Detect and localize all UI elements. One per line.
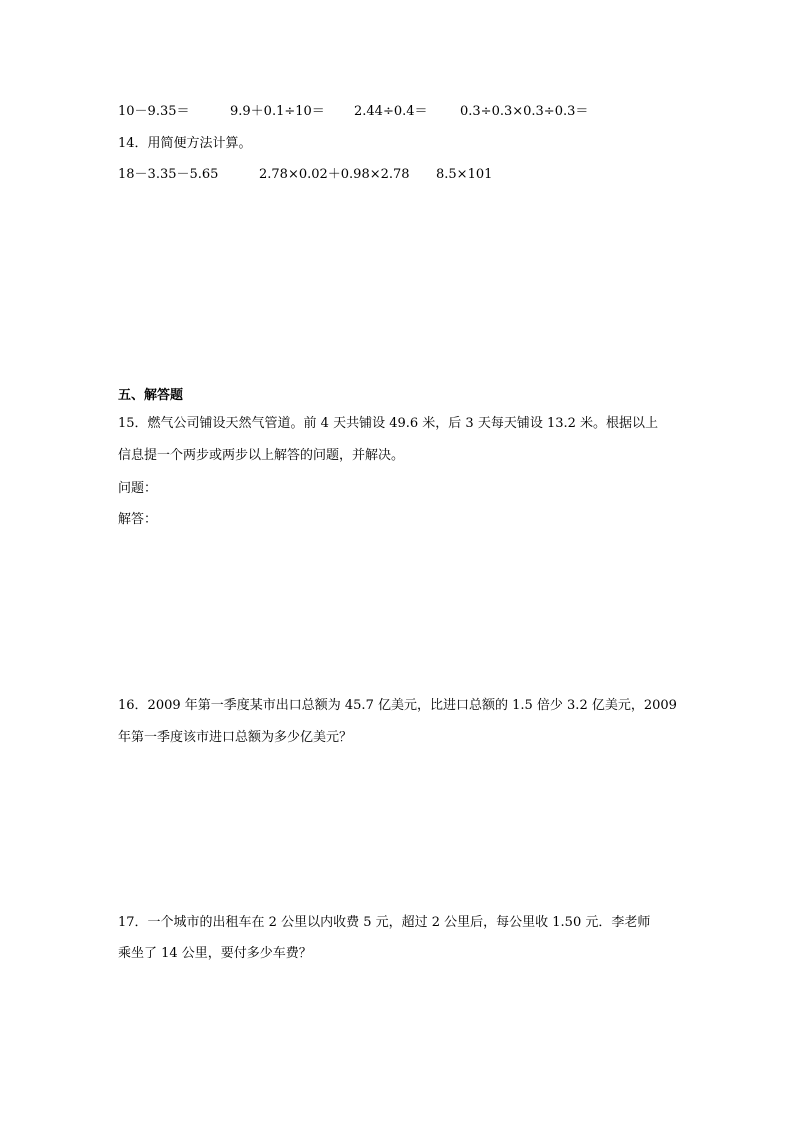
q16-line-2: 年第一季度该市进口总额为多少亿美元？ <box>118 730 353 745</box>
q13-expr-4: 0.3÷0.3×0.3÷0.3＝ <box>460 104 589 119</box>
q13-expr-3: 2.44÷0.4＝ <box>354 104 428 119</box>
q15-answer-label: 解答： <box>118 512 158 527</box>
q15-line-2: 信息提一个两步或两步以上解答的问题，并解决。 <box>118 448 405 463</box>
q16-line-1: 16．2009 年第一季度某市出口总额为 45.7 亿美元，比进口总额的 1.5 倍少 3.2 亿美元，2009 <box>118 698 677 713</box>
q13-expr-1: 10－9.35＝ <box>118 104 190 119</box>
q14-expr-1: 18－3.35－5.65 <box>118 167 219 182</box>
q17-line-1: 17．一个城市的出租车在 2 公里以内收费 5 元，超过 2 公里后，每公里收 1.50 元．李老师 <box>118 915 651 930</box>
q14-title: 14．用简便方法计算。 <box>118 136 252 151</box>
section-5-heading: 五、解答题 <box>118 388 184 403</box>
q14-expr-2: 2.78×0.02＋0.98×2.78 <box>259 167 410 182</box>
q15-question-label: 问题： <box>118 481 158 496</box>
q15-line-1: 15．燃气公司铺设天然气管道。前 4 天共铺设 49.6 米，后 3 天每天铺设 13.2 米。根据以上 <box>118 416 659 431</box>
q17-line-2: 乘坐了 14 公里，要付多少车费？ <box>118 946 312 961</box>
q13-expr-2: 9.9＋0.1÷10＝ <box>230 104 325 119</box>
q14-expr-3: 8.5×101 <box>436 167 493 182</box>
